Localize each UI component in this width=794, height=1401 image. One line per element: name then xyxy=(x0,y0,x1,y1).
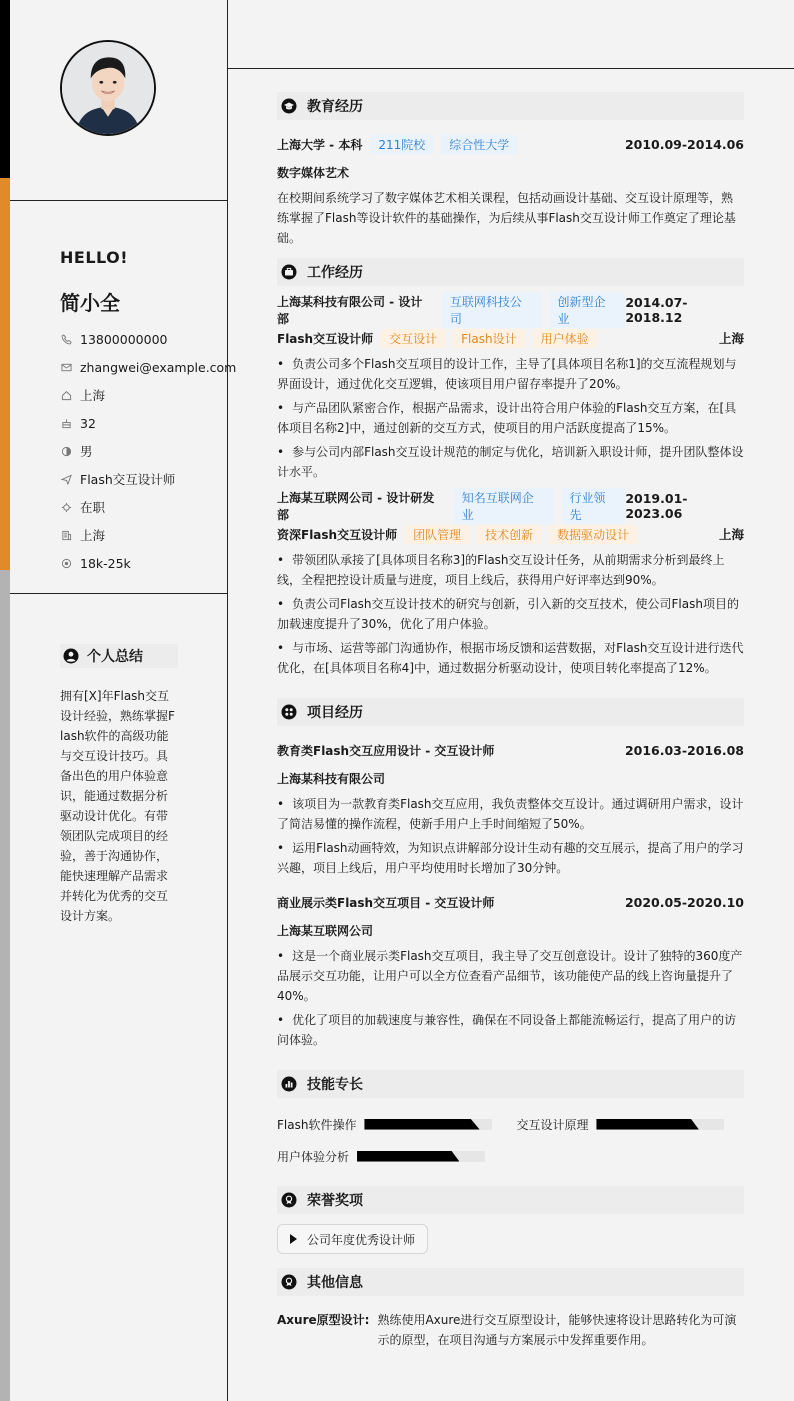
info-salary xyxy=(60,549,236,577)
home-icon xyxy=(60,389,72,401)
info-salary-value: 18k-25k xyxy=(80,555,131,571)
info-email-value: zhangwei@example.com xyxy=(80,359,237,375)
education-date: 2010.09-2014.06 xyxy=(624,136,744,152)
work-role: 资深Flash交互设计师 xyxy=(277,527,398,542)
resume-body xyxy=(277,92,744,1350)
skill-bar xyxy=(357,1151,485,1162)
awards-list xyxy=(277,1224,744,1254)
project-bullets xyxy=(277,946,744,1050)
gender-icon xyxy=(60,445,72,457)
skill-bar-fill xyxy=(357,1151,459,1162)
accent-strip xyxy=(0,0,10,1401)
graduation-cap-icon xyxy=(281,98,297,114)
info-status xyxy=(60,493,236,521)
work-company-row xyxy=(277,296,744,324)
awards-title: 荣誉奖项 xyxy=(307,1193,363,1209)
award-label: 公司年度优秀设计师 xyxy=(307,1232,416,1247)
summary-title: 个人总结 xyxy=(87,649,143,665)
education-title: 教育经历 xyxy=(307,99,363,115)
work-date: 2014.07-2018.12 xyxy=(625,295,688,325)
other-title: 其他信息 xyxy=(307,1275,363,1291)
work-company-tag: 知名互联网企业 xyxy=(454,488,554,524)
project-name: 教育类Flash交互应用设计 - 交互设计师 xyxy=(277,743,495,758)
summary-heading xyxy=(60,644,178,668)
grid-icon xyxy=(281,704,297,720)
other-value: 熟练使用Axure进行交互原型设计，能够快速将设计思路转化为可演示的原型，在项目沟通与方案展示中发挥重要作用。 xyxy=(377,1313,737,1347)
awards-heading xyxy=(277,1186,744,1214)
education-heading xyxy=(277,92,744,120)
skill-bar-fill xyxy=(596,1119,698,1130)
person-name: 简小全 xyxy=(60,291,120,315)
work-bullet: • 与产品团队紧密合作，根据产品需求，设计出符合用户体验的Flash交互方案，在[具体项目名称2]中，通过创新的交互方式，使项目的用户活跃度提高了15%。 xyxy=(277,398,744,438)
project-company-row xyxy=(277,764,744,792)
skills-title: 技能专长 xyxy=(307,1077,363,1093)
bar-chart-icon xyxy=(281,1076,297,1092)
skill-bar xyxy=(596,1119,724,1130)
work-company-row xyxy=(277,492,744,520)
info-gender xyxy=(60,437,236,465)
project-name-row xyxy=(277,736,744,764)
work-company: 上海某科技有限公司 - 设计部 xyxy=(277,295,423,326)
skill-bar xyxy=(364,1119,492,1130)
project-bullet: • 运用Flash动画特效，为知识点讲解部分设计生动有趣的交互展示，提高了用户的学习兴趣，项目上线后，用户平均使用时长增加了30分钟。 xyxy=(277,838,744,878)
other-item xyxy=(277,1310,744,1350)
skill-item xyxy=(277,1148,485,1165)
info-age-value: 32 xyxy=(80,415,96,431)
work-role-row xyxy=(277,324,744,352)
work-bullet: • 负责公司多个Flash交互项目的设计工作，主导了[具体项目名称1]的交互流程规划与界面设计，通过优化交互逻辑，使该项目用户留存率提升了20%。 xyxy=(277,354,744,394)
work-title: 工作经历 xyxy=(307,265,363,281)
strip-orange xyxy=(0,178,10,570)
info-hometown-value: 上海 xyxy=(80,388,106,403)
sidebar-divider-bottom xyxy=(10,593,227,594)
work-company: 上海某互联网公司 - 设计研发部 xyxy=(277,491,435,522)
education-school-row xyxy=(277,130,744,158)
info-badge-icon xyxy=(281,1274,297,1290)
skills-heading xyxy=(277,1070,744,1098)
skills-row xyxy=(277,1108,744,1140)
info-gender-value: 男 xyxy=(80,444,93,459)
header-divider xyxy=(228,68,794,69)
skills-section xyxy=(277,1070,744,1172)
cake-icon xyxy=(60,417,72,429)
work-company-tag: 互联网科技公司 xyxy=(442,292,542,328)
info-hometown xyxy=(60,381,236,409)
project-name: 商业展示类Flash交互项目 - 交互设计师 xyxy=(277,895,495,910)
info-phone-value: 13800000000 xyxy=(80,331,168,347)
work-company-tag: 行业领先 xyxy=(562,488,626,524)
project-company-row xyxy=(277,916,744,944)
projects-title: 项目经历 xyxy=(307,705,363,721)
project-bullet: • 优化了项目的加载速度与兼容性，确保在不同设备上都能流畅运行，提高了用户的访问体验。 xyxy=(277,1010,744,1050)
education-school: 上海大学 - 本科 xyxy=(277,137,363,152)
salary-icon xyxy=(60,557,72,569)
info-position-value: Flash交互设计师 xyxy=(80,472,176,487)
work-role: Flash交互设计师 xyxy=(277,331,374,346)
info-email xyxy=(60,353,236,381)
user-circle-icon xyxy=(63,648,79,664)
skill-label: Flash软件操作 xyxy=(277,1117,357,1132)
skill-item xyxy=(516,1116,724,1133)
education-major-row xyxy=(277,158,744,186)
work-city: 上海 xyxy=(718,331,744,346)
info-position xyxy=(60,465,236,493)
work-skill-tag: 交互设计 xyxy=(381,329,445,348)
info-city-value: 上海 xyxy=(80,528,106,543)
work-bullet: • 参与公司内部Flash交互设计规范的制定与优化，培训新入职设计师，提升团队整体设计水平。 xyxy=(277,442,744,482)
info-status-value: 在职 xyxy=(80,500,106,515)
education-section xyxy=(277,92,744,248)
work-company-tag: 创新型企业 xyxy=(550,292,626,328)
greeting: HELLO! xyxy=(60,248,129,267)
work-bullets xyxy=(277,550,744,678)
skill-item xyxy=(277,1116,492,1133)
other-key: Axure原型设计: xyxy=(277,1313,370,1327)
work-skill-tag: 数据驱动设计 xyxy=(549,525,637,544)
other-heading xyxy=(277,1268,744,1296)
contact-info-list xyxy=(60,325,236,577)
work-item xyxy=(277,492,744,678)
work-bullet: • 与市场、运营等部门沟通协作，根据市场反馈和运营数据，对Flash交互设计进行迭代优化，在[具体项目名称4]中，通过数据分析驱动设计，使项目转化率提高了12%。 xyxy=(277,638,744,678)
education-major: 数字媒体艺术 xyxy=(277,165,350,180)
work-bullet: • 带领团队承接了[具体项目名称3]的Flash交互设计任务，从前期需求分析到最终上线，全程把控设计质量与进度，项目上线后，获得用户好评率达到90%。 xyxy=(277,550,744,590)
projects-heading xyxy=(277,698,744,726)
work-skill-tag: Flash设计 xyxy=(453,329,524,348)
award-icon xyxy=(281,1192,297,1208)
work-section xyxy=(277,258,744,678)
work-skill-tag: 技术创新 xyxy=(477,525,541,544)
work-bullet: • 负责公司Flash交互设计技术的研究与创新，引入新的交互技术，使公司Flash项目的加载速度提升了30%，优化了用户体验。 xyxy=(277,594,744,634)
awards-section xyxy=(277,1186,744,1254)
work-role-row xyxy=(277,520,744,548)
project-date: 2020.05-2020.10 xyxy=(624,894,744,910)
info-phone xyxy=(60,325,236,353)
project-company: 上海某科技有限公司 xyxy=(277,771,386,786)
project-name-row xyxy=(277,888,744,916)
summary-text: 拥有[X]年Flash交互设计经验，熟练掌握Flash软件的高级功能与交互设计技巧。具备出色的用户体验意识，能通过数据分析驱动设计优化。有带领团队完成项目的经验，善于沟通协作，能快速理解产品需求并转化为优秀的交互设计方案。 xyxy=(60,689,175,923)
work-skill-tag: 团队管理 xyxy=(405,525,469,544)
send-icon xyxy=(60,473,72,485)
project-item xyxy=(277,888,744,1050)
work-heading xyxy=(277,258,744,286)
work-date: 2019.01-2023.06 xyxy=(625,491,688,521)
project-date: 2016.03-2016.08 xyxy=(624,742,744,758)
work-item xyxy=(277,296,744,482)
education-tag: 综合性大学 xyxy=(441,135,517,154)
skill-label: 用户体验分析 xyxy=(277,1149,350,1164)
strip-black xyxy=(0,0,10,178)
skills-row xyxy=(277,1140,744,1172)
mail-icon xyxy=(60,361,72,373)
status-icon xyxy=(60,501,72,513)
skill-label: 交互设计原理 xyxy=(516,1117,589,1132)
strip-gray xyxy=(0,570,10,1401)
building-icon xyxy=(60,529,72,541)
work-skill-tag: 用户体验 xyxy=(533,329,597,348)
project-item xyxy=(277,736,744,878)
info-city xyxy=(60,521,236,549)
avatar xyxy=(60,40,156,136)
education-description: 在校期间系统学习了数字媒体艺术相关课程，包括动画设计基础、交互设计原理等，熟练掌握了Flash等设计软件的基础操作，为后续从事Flash交互设计师工作奠定了理论基础。 xyxy=(277,191,736,245)
project-bullet: • 这是一个商业展示类Flash交互项目，我主导了交互创意设计。设计了独特的360度产品展示交互功能，让用户可以全方位查看产品细节，该功能使产品的线上咨询量提升了40%。 xyxy=(277,946,744,1006)
info-age xyxy=(60,409,236,437)
sidebar xyxy=(10,0,237,1401)
skill-bar-fill xyxy=(364,1119,479,1130)
education-tag: 211院校 xyxy=(370,135,433,154)
work-city: 上海 xyxy=(718,527,744,542)
projects-section xyxy=(277,698,744,1050)
work-bullets xyxy=(277,354,744,482)
other-section xyxy=(277,1268,744,1350)
project-bullets xyxy=(277,794,744,878)
play-icon xyxy=(290,1234,297,1244)
briefcase-icon xyxy=(281,264,297,280)
main-content xyxy=(228,0,794,1401)
phone-icon xyxy=(60,333,72,345)
project-company: 上海某互联网公司 xyxy=(277,923,374,938)
avatar-illustration xyxy=(62,42,154,134)
project-bullet: • 该项目为一款教育类Flash交互应用，我负责整体交互设计。通过调研用户需求，设计了简洁易懂的操作流程，使新手用户上手时间缩短了50%。 xyxy=(277,794,744,834)
award-item xyxy=(277,1224,428,1254)
sidebar-divider-top xyxy=(10,200,227,201)
